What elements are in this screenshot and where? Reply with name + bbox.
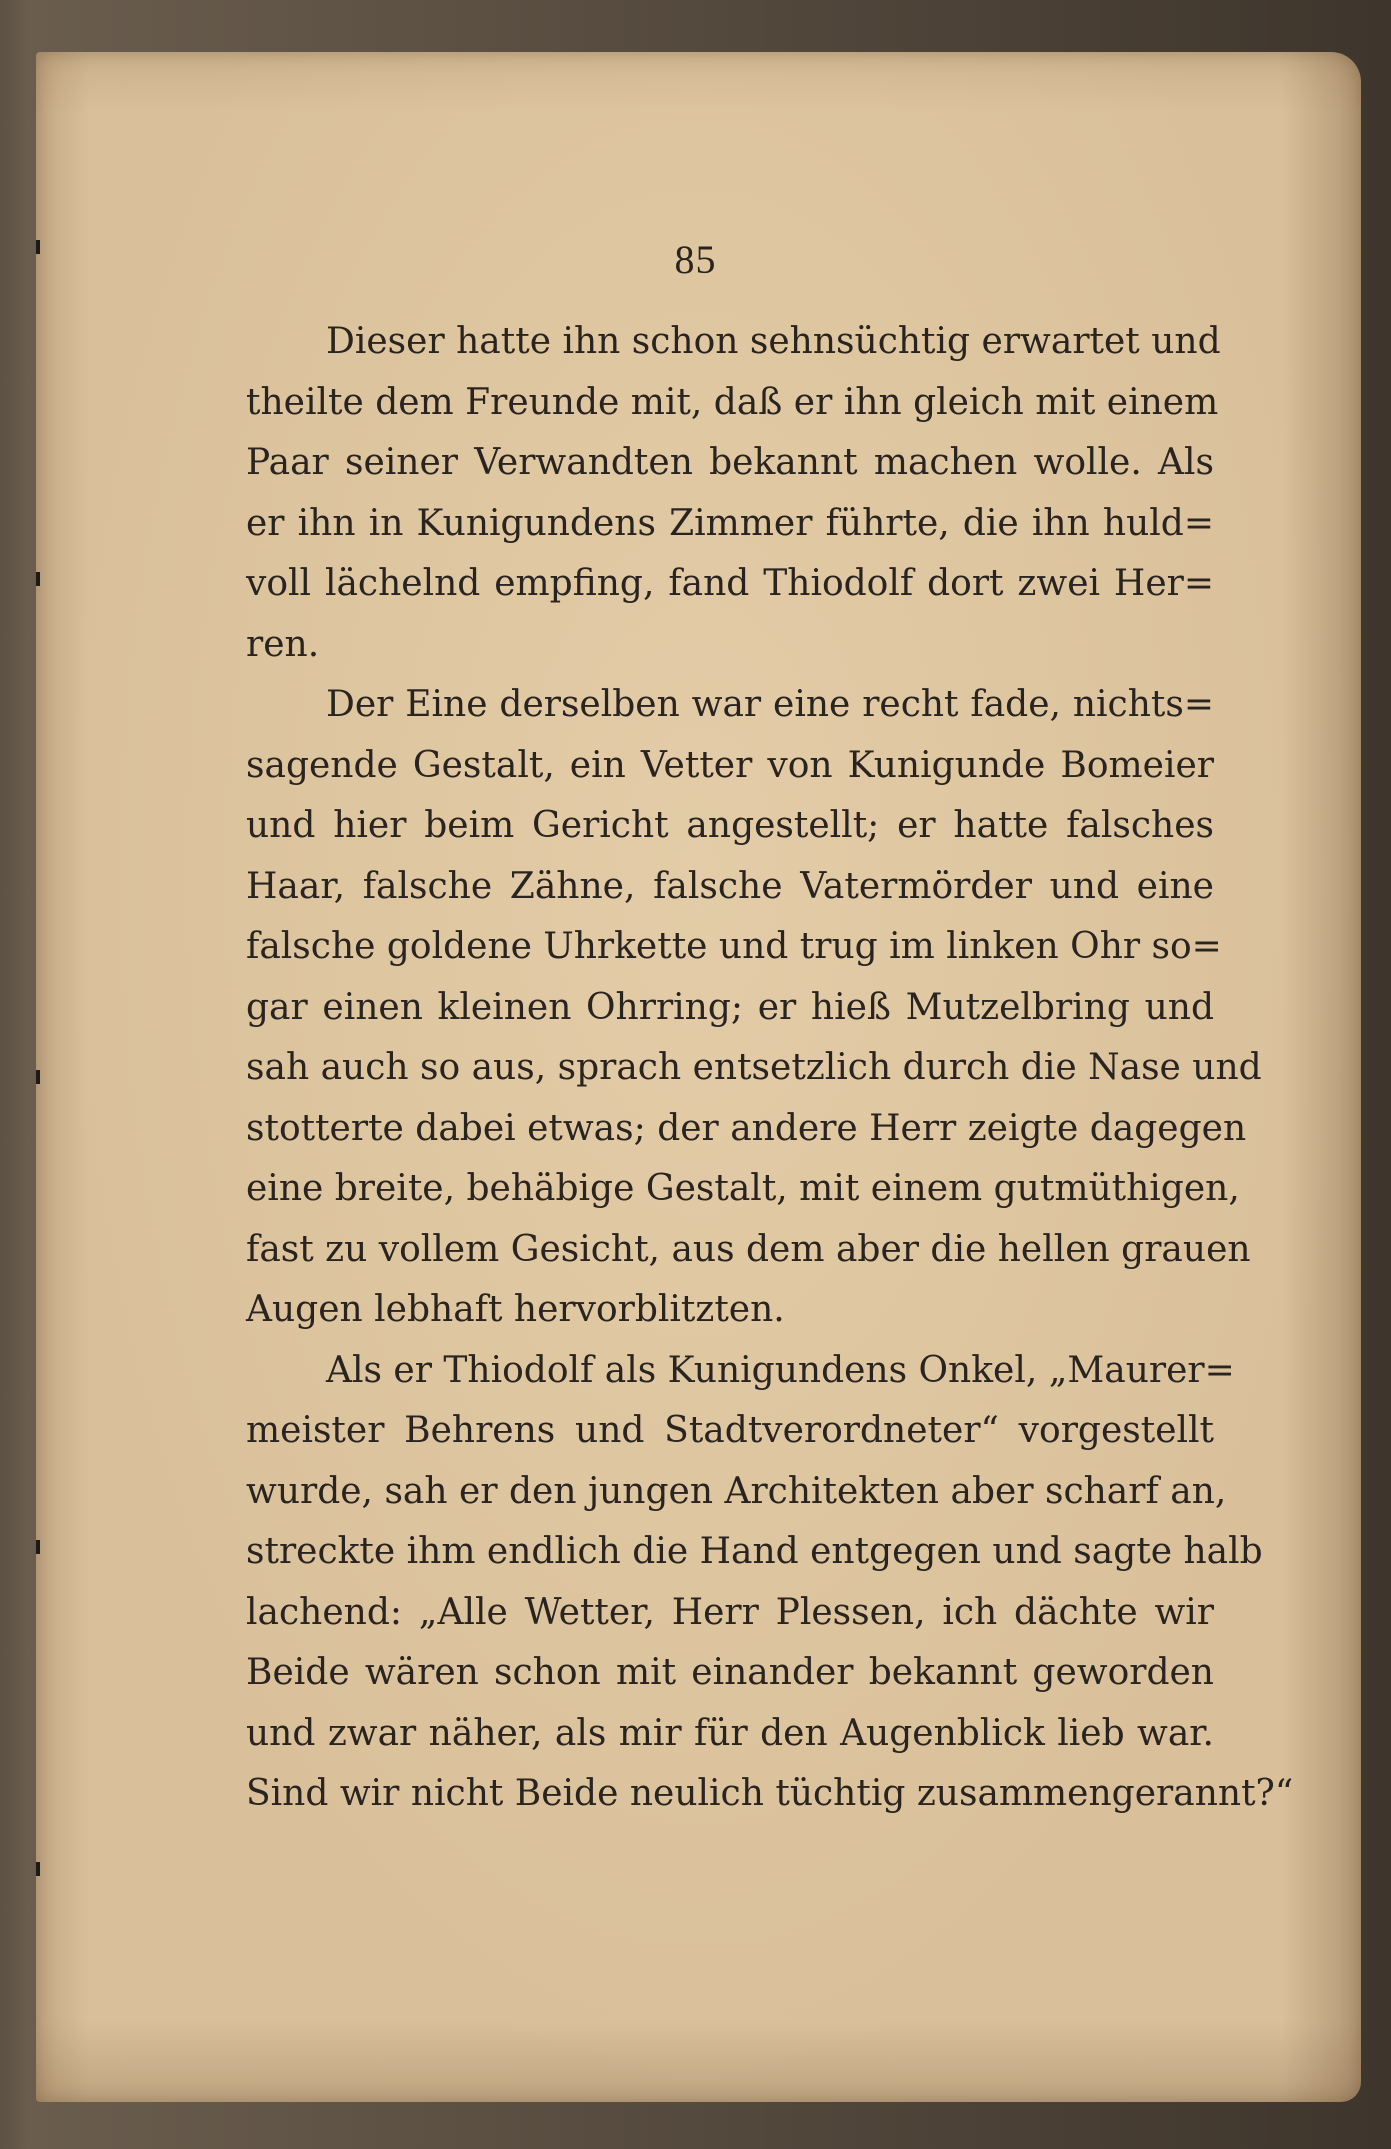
text-line: meister Behrens und Stadtverordneter“ vorgestellt [246, 1410, 1214, 1451]
text-line: falsche goldene Uhrkette und trug im linken Ohr so= [246, 926, 1222, 967]
text-line: er ihn in Kunigundens Zimmer führte, die ihn huld= [246, 502, 1214, 544]
text-line: Beide wären schon mit einander bekannt geworden [246, 1652, 1214, 1693]
text-line: voll lächelnd empfing, fand Thiodolf dort zwei Her= [246, 563, 1214, 604]
margin-mark [36, 1862, 40, 1876]
text-line: Dieser hatte ihn schon sehnsüchtig erwartet und [326, 321, 1221, 362]
page-number: 85 [674, 237, 717, 282]
text-line: und hier beim Gericht angestellt; er hatte falsches [246, 805, 1214, 846]
text-line: sah auch so aus, sprach entsetzlich durch die Nase und [246, 1047, 1262, 1088]
text-line: Haar, falsche Zähne, falsche Vatermörder und eine [246, 865, 1214, 907]
text-line: und zwar näher, als mir für den Augenblick lieb war. [246, 1712, 1214, 1754]
text-line: eine breite, behäbige Gestalt, mit einem gutmüthigen, [246, 1168, 1240, 1209]
text-line: Der Eine derselben war eine recht fade, nichts= [326, 684, 1214, 725]
margin-mark [36, 1540, 40, 1554]
body-text [246, 312, 1294, 1825]
text-line: Sind wir nicht Beide neulich tüchtig zusammengerannt?“ [246, 1773, 1294, 1814]
text-line: stotterte dabei etwas; der andere Herr zeigte dagegen [246, 1107, 1247, 1149]
text-line: fast zu vollem Gesicht, aus dem aber die hellen grauen [246, 1228, 1251, 1270]
text-line: streckte ihm endlich die Hand entgegen und sagte halb [246, 1531, 1263, 1572]
text-line: Als er Thiodolf als Kunigundens Onkel, „Maurer= [326, 1349, 1235, 1391]
margin-mark [36, 572, 40, 586]
text-line: Paar seiner Verwandten bekannt machen wolle. Als [246, 442, 1214, 483]
text-line: ren. [246, 623, 320, 665]
text-line: theilte dem Freunde mit, daß er ihn gleich mit einem [246, 381, 1219, 423]
text-line: lachend: „Alle Wetter, Herr Plessen, ich dächte wir [246, 1591, 1214, 1633]
text-line: wurde, sah er den jungen Architekten aber scharf an, [246, 1470, 1227, 1512]
text-line: gar einen kleinen Ohrring; er hieß Mutzelbring und [246, 986, 1214, 1028]
margin-mark [36, 1070, 40, 1084]
text-line: sagende Gestalt, ein Vetter von Kunigunde Bomeier [246, 744, 1214, 786]
text-line: Augen lebhaft hervorblitzten. [246, 1289, 785, 1330]
